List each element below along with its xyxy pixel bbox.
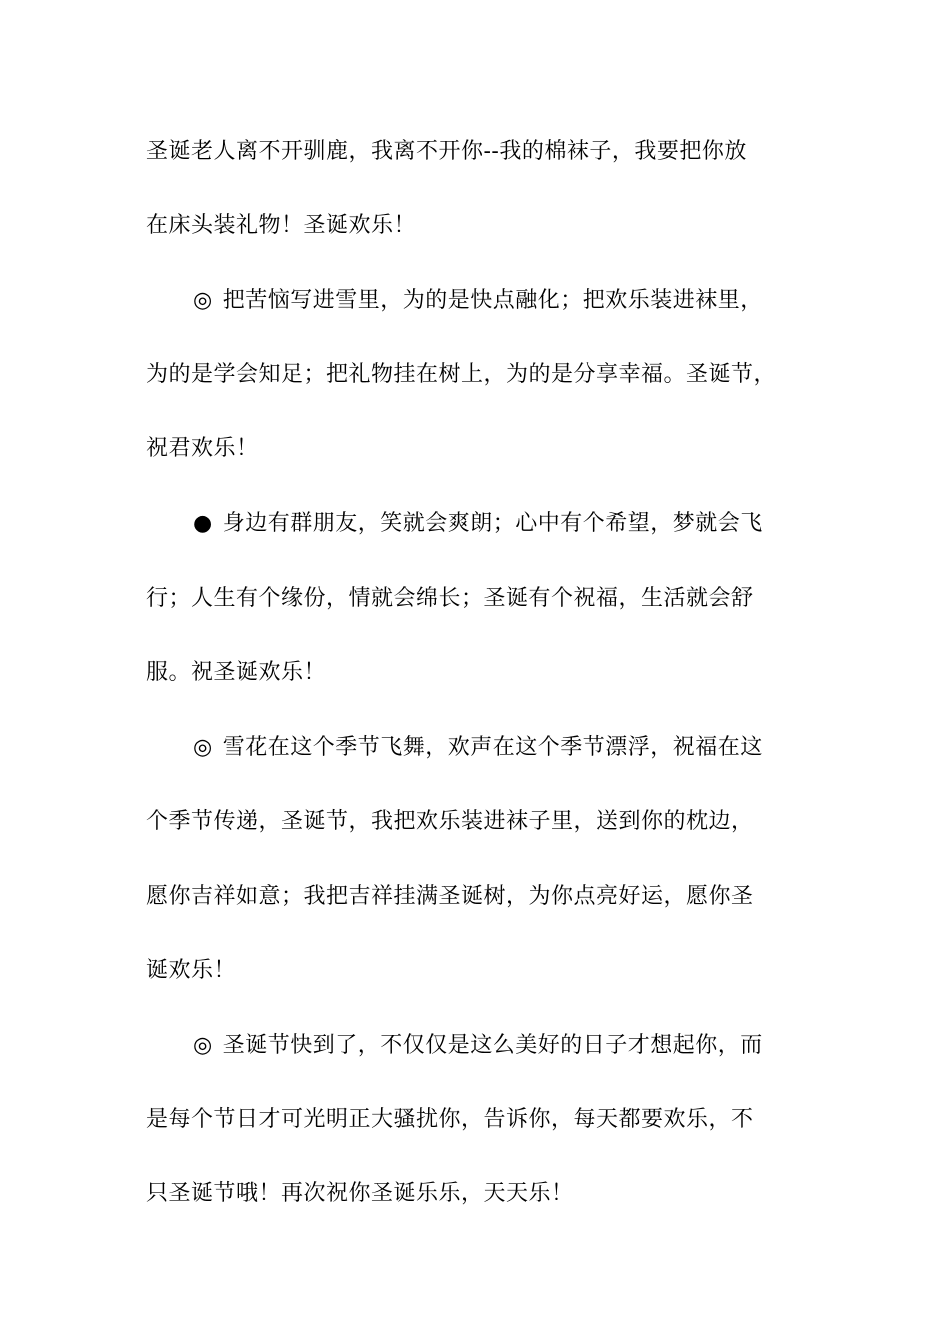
paragraph-4-line-1 (193, 733, 763, 763)
paragraph-3-line-2: 行；人生有个缘份，情就会绵长；圣诞有个祝福，生活就会舒 (146, 586, 754, 611)
paragraph-5-bullet: ◎ (193, 1033, 213, 1058)
paragraph-4-line-4: 诞欢乐！ (146, 958, 237, 983)
paragraph-3-line-1-text: 身边有群朋友，笑就会爽朗；心中有个希望，梦就会飞 (222, 511, 763, 536)
paragraph-3-line-1 (193, 509, 763, 539)
paragraph-4-bullet: ◎ (193, 735, 213, 760)
paragraph-3-line-3: 服。祝圣诞欢乐！ (146, 660, 327, 685)
paragraph-1-line-2: 在床头装礼物！圣诞欢乐！ (146, 213, 417, 238)
paragraph-4-line-2: 个季节传递，圣诞节，我把欢乐装进袜子里，送到你的枕边， (146, 809, 754, 834)
paragraph-2-bullet: ◎ (193, 288, 213, 313)
paragraph-2-line-3: 祝君欢乐！ (146, 436, 259, 461)
paragraph-5-line-1 (193, 1031, 763, 1061)
paragraph-1-line-1: 圣诞老人离不开驯鹿，我离不开你--我的棉袜子，我要把你放 (146, 139, 747, 164)
paragraph-2-line-1 (193, 286, 763, 316)
paragraph-2-line-2: 为的是学会知足；把礼物挂在树上，为的是分享幸福。圣诞节， (146, 362, 777, 387)
paragraph-4-line-3: 愿你吉祥如意；我把吉祥挂满圣诞树，为你点亮好运，愿你圣 (146, 884, 754, 909)
paragraph-2-line-1-text: 把苦恼写进雪里，为的是快点融化；把欢乐装进袜里， (222, 288, 763, 313)
paragraph-5-line-2: 是每个节日才可光明正大骚扰你，告诉你，每天都要欢乐，不 (146, 1107, 754, 1132)
paragraph-3-bullet: ● (193, 511, 213, 536)
paragraph-4-line-1-text: 雪花在这个季节飞舞，欢声在这个季节漂浮，祝福在这 (222, 735, 763, 760)
paragraph-5-line-1-text: 圣诞节快到了，不仅仅是这么美好的日子才想起你，而 (222, 1033, 763, 1058)
paragraph-5-line-3: 只圣诞节哦！再次祝你圣诞乐乐，天天乐！ (146, 1181, 574, 1206)
